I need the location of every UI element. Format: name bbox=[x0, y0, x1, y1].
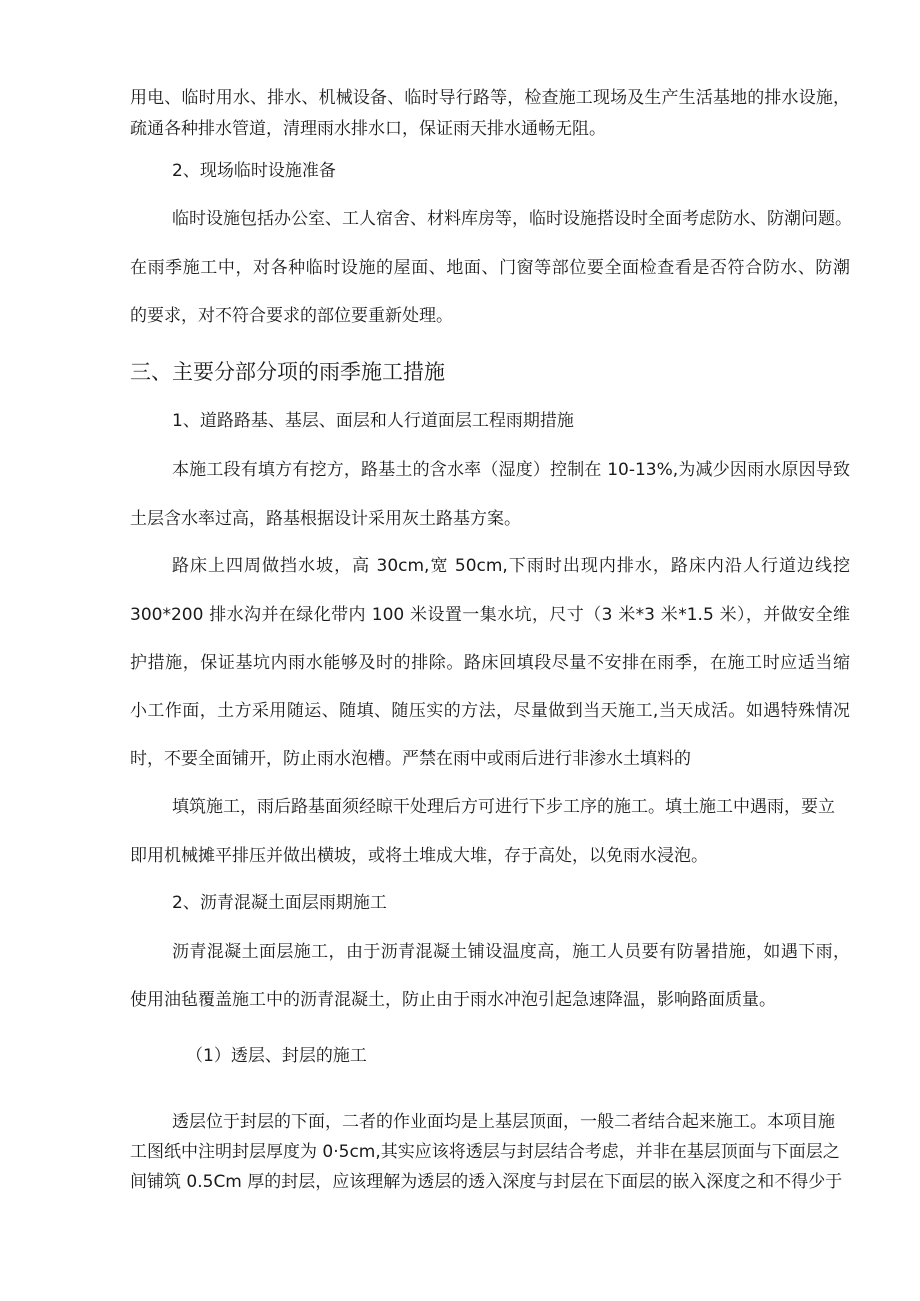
paragraph-line: 300*200 排水沟并在绿化带内 100 米设置一集水坑，尺寸（3 米*3 米*1.5 米），并做安全维 bbox=[130, 605, 850, 625]
paragraph-line: 用电、临时用水、排水、机械设备、临时导行路等，检查施工现场及生产生活基地的排水设施， bbox=[130, 88, 850, 108]
paragraph-line: 即用机械摊平排压并做出横坡，或将土堆成大堆，存于高处，以免雨水浸泡。 bbox=[130, 846, 708, 866]
paragraph-line: 沥青混凝土面层施工，由于沥青混凝土铺设温度高，施工人员要有防暑措施，如遇下雨， bbox=[172, 942, 850, 962]
paragraph-line: 的要求，对不符合要求的部位要重新处理。 bbox=[130, 306, 453, 326]
paragraph-line: 填筑施工，雨后路基面须经晾干处理后方可进行下步工序的施工。填土施工中遇雨，要立 bbox=[172, 797, 835, 817]
paragraph-line: 临时设施包括办公室、工人宿舍、材料库房等，临时设施搭设时全面考虑防水、防潮问题。 bbox=[172, 209, 852, 229]
subsection-title: （1）透层、封层的施工 bbox=[186, 1046, 367, 1066]
paragraph-line: 透层位于封层的下面，二者的作业面均是上基层顶面，一般二者结合起来施工。本项目施 bbox=[172, 1112, 835, 1132]
section-subtitle: 1、道路路基、基层、面层和人行道面层工程雨期措施 bbox=[172, 411, 574, 431]
paragraph-line: 工图纸中注明封层厚度为 0·5cm,其实应该将透层与封层结合考虑，并非在基层顶面与下面层之 bbox=[130, 1142, 840, 1162]
paragraph-line: 使用油毡覆盖施工中的沥青混凝土，防止由于雨水冲泡引起急速降温，影响路面质量。 bbox=[130, 990, 776, 1010]
paragraph-line: 护措施，保证基坑内雨水能够及时的排除。路床回填段尽量不安排在雨季，在施工时应适当缩 bbox=[130, 653, 850, 673]
paragraph-line: 间铺筑 0.5Cm 厚的封层，应该理解为透层的透入深度与封层在下面层的嵌入深度之和不得少于 bbox=[130, 1172, 843, 1192]
paragraph-line: 在雨季施工中，对各种临时设施的屋面、地面、门窗等部位要全面检查看是否符合防水、防潮 bbox=[130, 258, 850, 278]
section-heading: 三、主要分部分项的雨季施工措施 bbox=[130, 360, 445, 384]
section-subtitle: 2、沥青混凝土面层雨期施工 bbox=[172, 893, 387, 913]
paragraph-line: 时，不要全面铺开，防止雨水泡槽。严禁在雨中或雨后进行非渗水土填料的 bbox=[130, 749, 691, 769]
section-subtitle: 2、现场临时设施准备 bbox=[172, 161, 336, 181]
paragraph-line: 土层含水率过高，路基根据设计采用灰土路基方案。 bbox=[130, 509, 521, 529]
paragraph-line: 疏通各种排水管道，清理雨水排水口，保证雨天排水通畅无阻。 bbox=[130, 119, 606, 139]
paragraph-line: 本施工段有填方有挖方，路基土的含水率（湿度）控制在 10-13%,为减少因雨水原因导致 bbox=[172, 460, 850, 480]
paragraph-line: 路床上四周做挡水坡，高 30cm,宽 50cm,下雨时出现内排水，路床内沿人行道边线挖 bbox=[172, 556, 850, 576]
paragraph-line: 小工作面，土方采用随运、随填、随压实的方法，尽量做到当天施工,当天成活。如遇特殊情况 bbox=[130, 701, 850, 721]
